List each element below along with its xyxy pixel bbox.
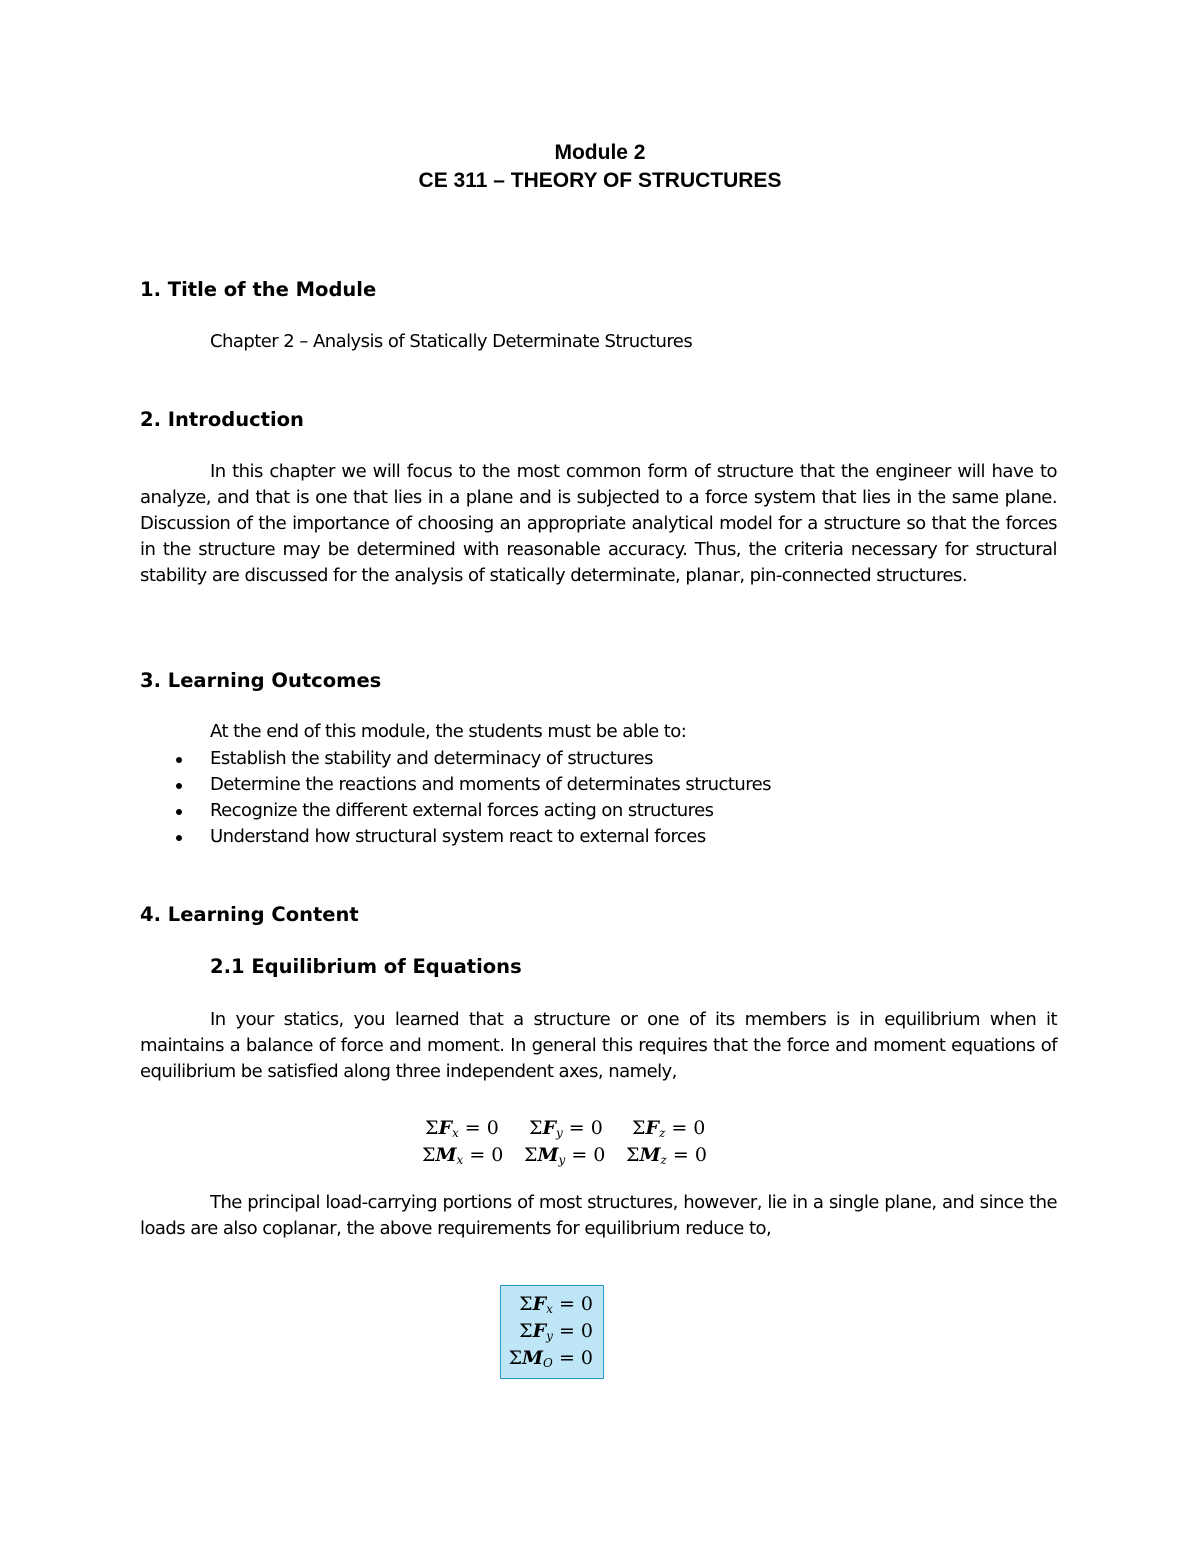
section-heading-content: 4. Learning Content bbox=[140, 903, 359, 926]
equation-fx: $\Sigma F_x = 0$ bbox=[425, 1117, 499, 1140]
equation-mz: $\Sigma M_z = 0$ bbox=[626, 1144, 707, 1167]
bullet-icon bbox=[176, 757, 182, 763]
planar-equilibrium-box bbox=[500, 1285, 604, 1379]
course-title: CE 311 – THEORY OF STRUCTURES bbox=[418, 169, 782, 192]
list-item: Establish the stability and determinacy of structures bbox=[140, 746, 771, 772]
content-paragraph-1: In your statics, you learned that a structure or one of its members is in equilibrium when it maintains a balance of force and moment. In general this requires that the force and moment equations of equilibrium be satisfied along three independent axes, namely, bbox=[140, 1009, 1057, 1082]
list-item: Determine the reactions and moments of determinates structures bbox=[140, 772, 771, 798]
box-equation-fy: $\Sigma F_y = 0$ bbox=[519, 1320, 593, 1343]
list-item: Recognize the different external forces acting on structures bbox=[140, 798, 771, 824]
list-item: Understand how structural system react to external forces bbox=[140, 824, 771, 850]
equation-my: $\Sigma M_y = 0$ bbox=[524, 1144, 606, 1167]
bullet-icon bbox=[176, 835, 182, 841]
box-equation-fx: $\Sigma F_x = 0$ bbox=[519, 1293, 593, 1316]
box-equation-mo: $\Sigma M_O = 0$ bbox=[508, 1347, 593, 1370]
bullet-icon bbox=[176, 809, 182, 815]
outcomes-lead: At the end of this module, the students must be able to: bbox=[210, 721, 687, 742]
content-paragraph-2: The principal load-carrying portions of most structures, however, lie in a single plane, and since the loads are also coplanar, the above requirements for equilibrium reduce to, bbox=[140, 1192, 1057, 1239]
bullet-icon bbox=[176, 783, 182, 789]
section-heading-introduction: 2. Introduction bbox=[140, 408, 304, 431]
equation-fz: $\Sigma F_z = 0$ bbox=[632, 1117, 706, 1140]
equation-fy: $\Sigma F_y = 0$ bbox=[529, 1117, 603, 1140]
section-heading-title: 1. Title of the Module bbox=[140, 278, 377, 301]
introduction-paragraph: In this chapter we will focus to the most common form of structure that the engineer will have to analyze, and that is one that lies in a plane and is subjected to a force system that lies in the same plane. Discussion of the importance of choosing an appropriate analytical model for a structure so that the forces in the structure may be determined with reasonable accuracy. Thus, the criteria necessary for structural stability are discussed for the analysis of statically determinate, planar, pin-connected structures. bbox=[140, 461, 1057, 586]
subsection-heading-equilibrium: 2.1 Equilibrium of Equations bbox=[210, 955, 522, 978]
equation-mx: $\Sigma M_x = 0$ bbox=[422, 1144, 504, 1167]
module-title-text: Chapter 2 – Analysis of Statically Determinate Structures bbox=[210, 331, 693, 352]
outcomes-list bbox=[140, 746, 771, 850]
section-heading-outcomes: 3. Learning Outcomes bbox=[140, 669, 382, 692]
module-title: Module 2 bbox=[554, 141, 646, 164]
